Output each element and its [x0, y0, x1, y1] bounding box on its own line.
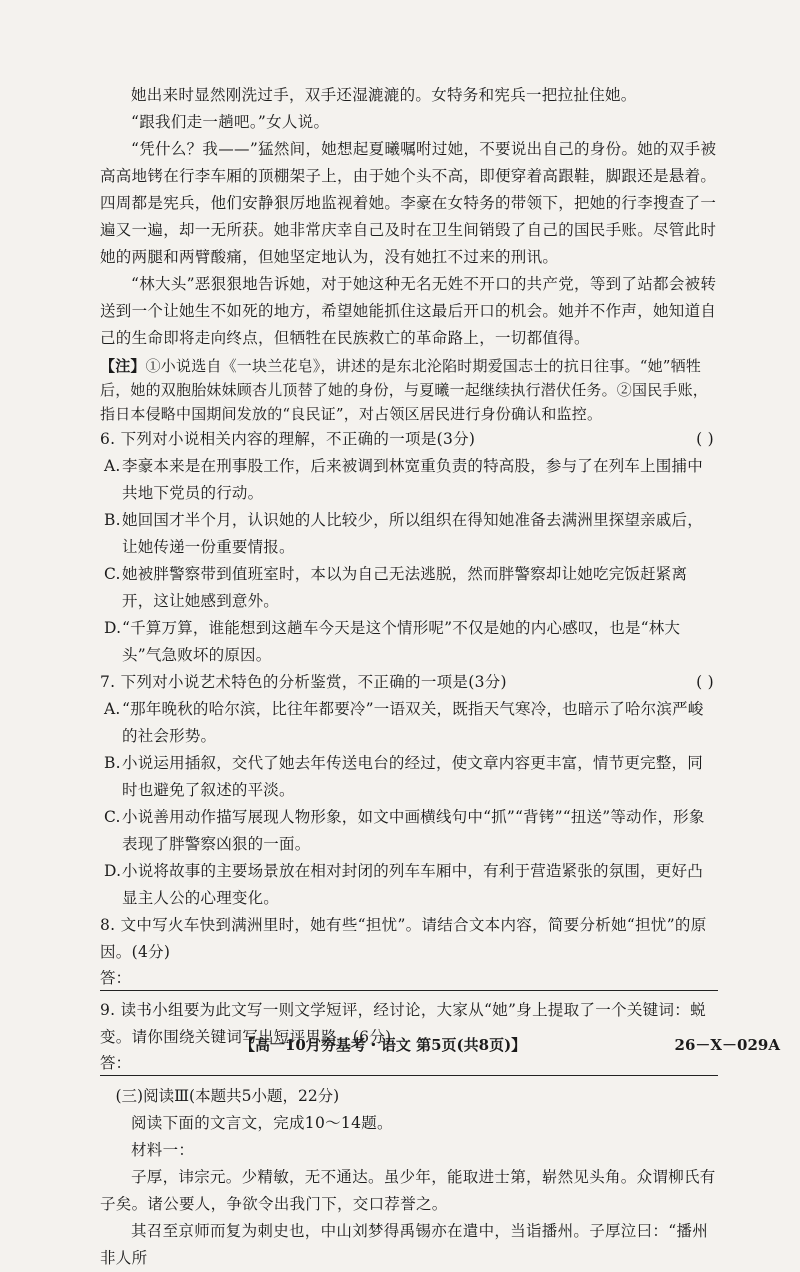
question-7-option-c: C.小说善用动作描写展现人物形象，如文中画横线句中“抓”“背铐”“扭送”等动作，形象表现了胖警察凶狠的一面。 [104, 808, 705, 853]
question-7-option-d: D.小说将故事的主要场景放在相对封闭的列车车厢中，有利于营造紧张的氛围，更好凸显主人公的心理变化。 [104, 862, 703, 907]
question-9-stem: 9. 读书小组要为此文写一则文学短评，经讨论，大家从“她”身上提取了一个关键词：蜕变。请你围绕关键词写出短评思路。(6分) [100, 1001, 706, 1046]
question-8 [100, 912, 718, 991]
question-6-answer-bracket[interactable]: ( ) [696, 430, 714, 448]
question-7 [100, 669, 718, 912]
footer-title: 【高一10月夯基考・语文 第5页(共8页)】 [240, 1036, 527, 1054]
question-7-stem: 7. 下列对小说艺术特色的分析鉴赏，不正确的一项是(3分) [100, 673, 507, 691]
question-9-answer-label: 答： [100, 1054, 132, 1072]
page-footer [240, 1034, 780, 1055]
section-3-instruction: 阅读下面的文言文，完成10～14题。 [131, 1114, 393, 1132]
question-7-option-b: B.小说运用插叙，交代了她去年传送电台的经过，使文章内容更丰富，情节更完整，同时也避免了叙述的平淡。 [104, 754, 703, 799]
passage-paragraph-3: “凭什么？我——”猛然间，她想起夏曦嘱咐过她，不要说出自己的身份。她的双手被高高地铐在行李车厢的顶棚架子上，由于她个头不高，即便穿着高跟鞋，脚跟还是悬着。四周都是宪兵，他们安静狠厉地监视着她。李豪在女特务的带领下，把她的行李搜查了一遍又一遍，却一无所获。她非常庆幸自己及时在卫生间销毁了自己的国民手账。尽管此时她的两腿和两臂酸痛，但她坚定地认为，没有她扛不过来的刑讯。 [100, 140, 717, 266]
question-7-answer-bracket[interactable]: ( ) [696, 673, 714, 691]
question-8-answer-line[interactable] [100, 966, 718, 991]
question-7-option-a: A.“那年晚秋的哈尔滨，比往年都要冷”一语双关，既指天气寒冷，也暗示了哈尔滨严峻的社会形势。 [104, 700, 704, 745]
question-6-option-c: C.她被胖警察带到值班室时，本以为自己无法逃脱，然而胖警察却让她吃完饭赶紧离开，这让她感到意外。 [104, 565, 688, 610]
note-tag: 【注】 [100, 357, 146, 375]
passage-paragraph-1: 她出来时显然刚洗过手，双手还湿漉漉的。女特务和宪兵一把拉扯住她。 [131, 86, 637, 104]
question-6-option-d: D.“千算万算，谁能想到这趟车今天是这个情形呢”不仅是她的内心感叹，也是“林大头”气急败坏的原因。 [104, 619, 681, 664]
footer-code: 26－X－029A [674, 1036, 780, 1054]
note-text: ①小说选自《一块兰花皂》，讲述的是东北沦陷时期爱国志士的抗日往事。“她”牺牲后，她的双胞胎妹妹顾杏儿顶替了她的身份，与夏曦一起继续执行潜伏任务。②国民手账，指日本侵略中国期间发放的“良民证”，对占领区居民进行身份确认和监控。 [100, 357, 709, 423]
annotation-note [100, 354, 718, 426]
question-6-option-a: A.李豪本来是在刑事股工作，后来被调到林宽重负责的特高股，参与了在列车上围捕中共地下党员的行动。 [104, 457, 703, 502]
question-8-stem: 8. 文中写火车快到满洲里时，她有些“担忧”。请结合文本内容，简要分析她“担忧”的原因。(4分) [100, 916, 707, 961]
question-8-answer-label: 答： [100, 969, 132, 987]
section-3 [100, 1082, 718, 1272]
question-6-option-b: B.她回国才半个月，认识她的人比较少，所以组织在得知她准备去满洲里探望亲戚后，让她传递一份重要情报。 [104, 511, 703, 556]
material-1-text-1: 子厚，讳宗元。少精敏，无不通达。虽少年，能取进士第，崭然见头角。众谓柳氏有子矣。诸公要人，争欲令出我门下，交口荐誉之。 [100, 1168, 716, 1213]
material-1-label: 材料一： [131, 1141, 195, 1159]
passage [100, 82, 718, 352]
question-6-stem: 6. 下列对小说相关内容的理解，不正确的一项是(3分) [100, 430, 476, 448]
section-3-title: (三)阅读Ⅲ(本题共5小题，22分) [115, 1087, 340, 1105]
question-6 [100, 426, 718, 669]
passage-paragraph-2: “跟我们走一趟吧。”女人说。 [131, 113, 330, 131]
passage-paragraph-4: “林大头”恶狠狠地告诉她，对于她这种无名无姓不开口的共产党，等到了站都会被转送到一个让她生不如死的地方，希望她能抓住这最后开口的机会。她并不作声，她知道自己的生命即将走向终点，但牺牲在民族救亡的革命路上，一切都值得。 [100, 275, 717, 347]
material-1-text-2: 其召至京师而复为刺史也，中山刘梦得禹锡亦在遣中，当诣播州。子厚泣曰：“播州非人所 [100, 1222, 709, 1267]
